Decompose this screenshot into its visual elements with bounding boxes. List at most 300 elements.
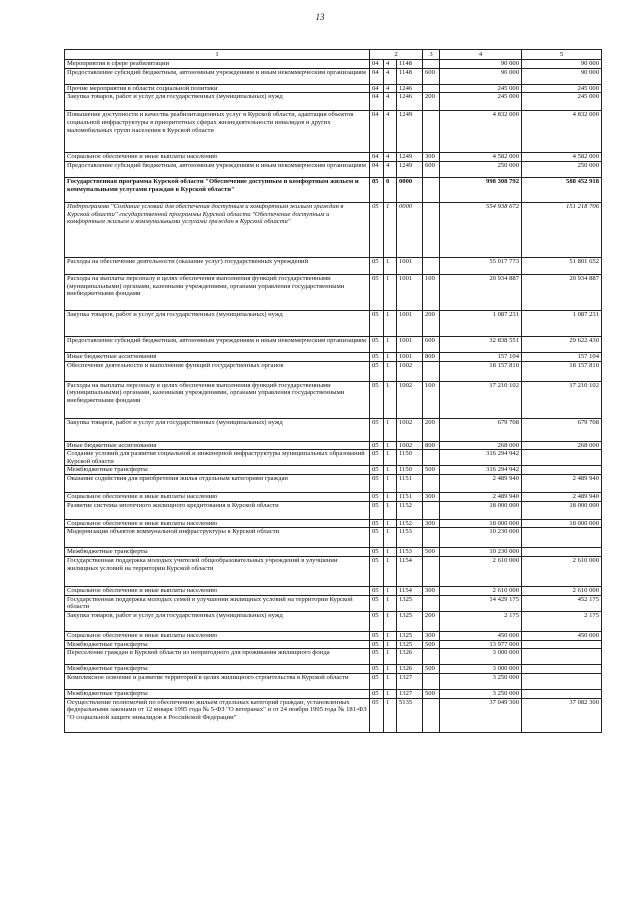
expense-type-cell: [423, 649, 440, 665]
subsection-code-cell: 1: [384, 466, 397, 475]
section-code-cell: 05: [370, 587, 384, 596]
amount-year1-cell: 13 977 000: [440, 640, 522, 649]
amount-year1-cell: 32 838 551: [440, 336, 522, 352]
amount-year1-cell: 90 000: [440, 60, 522, 69]
subsection-code-cell: 1: [384, 274, 397, 310]
subsection-code-cell: 4: [384, 60, 397, 69]
amount-year2-cell: 452 175: [522, 595, 602, 611]
amount-year2-cell: 2 610 000: [522, 557, 602, 587]
amount-year1-cell: 316 294 942: [440, 466, 522, 475]
amount-year2-cell: 29 622 430: [522, 336, 602, 352]
amount-year1-cell: 157 104: [440, 352, 522, 361]
expense-type-cell: 600: [423, 68, 440, 84]
article-code-cell: 1001: [397, 336, 423, 352]
description-cell: Комплексное освоение и развитие территорий в целях жилищного строительства в Курской области: [65, 673, 370, 689]
description-cell: Межбюджетные трансферты: [65, 548, 370, 557]
amount-year2-cell: [522, 548, 602, 557]
amount-year1-cell: 245 000: [440, 84, 522, 93]
table-row: [65, 441, 602, 450]
expense-type-cell: [423, 202, 440, 257]
section-code-cell: 05: [370, 649, 384, 665]
amount-year2-cell: 2 489 940: [522, 493, 602, 502]
section-code-cell: 04: [370, 153, 384, 162]
subsection-code-cell: 4: [384, 84, 397, 93]
section-code-cell: 05: [370, 689, 384, 698]
subsection-code-cell: 1: [384, 493, 397, 502]
description-cell: Межбюджетные трансферты: [65, 689, 370, 698]
expense-type-cell: 300: [423, 493, 440, 502]
table-row: [65, 673, 602, 689]
section-code-cell: 04: [370, 84, 384, 93]
amount-year1-cell: 679 708: [440, 418, 522, 441]
amount-year2-cell: [522, 466, 602, 475]
subsection-code-cell: 1: [384, 441, 397, 450]
amount-year1-cell: 554 938 672: [440, 202, 522, 257]
section-code-cell: 05: [370, 466, 384, 475]
table-row: [65, 519, 602, 528]
table-row: [65, 111, 602, 153]
amount-year1-cell: 55 017 773: [440, 257, 522, 274]
article-code-cell: 1326: [397, 649, 423, 665]
section-code-cell: 05: [370, 450, 384, 466]
expense-type-cell: [423, 84, 440, 93]
article-code-cell: 1326: [397, 665, 423, 674]
section-code-cell: 05: [370, 519, 384, 528]
article-code-cell: 1153: [397, 548, 423, 557]
amount-year1-cell: 4 582 000: [440, 153, 522, 162]
article-code-cell: 1325: [397, 631, 423, 640]
article-code-cell: 1150: [397, 450, 423, 466]
subsection-code-cell: 1: [384, 381, 397, 418]
amount-year2-cell: 679 708: [522, 418, 602, 441]
section-code-cell: 05: [370, 475, 384, 493]
section-code-cell: 04: [370, 68, 384, 84]
expense-type-cell: 300: [423, 519, 440, 528]
table-row: [65, 310, 602, 336]
subsection-code-cell: 4: [384, 153, 397, 162]
description-cell: Осуществление полномочий по обеспечению жильем отдельных категорий граждан, установленных федеральными законами от 12 января 1995 года № 5-ФЗ "О ветеранах" и от 24 ноября 1995 года № 181-ФЗ "О социальной защите инвалидов в Российской Федерации": [65, 698, 370, 732]
description-cell: Закупка товаров, работ и услуг для государственных (муниципальных) нужд: [65, 418, 370, 441]
expense-type-cell: [423, 361, 440, 381]
section-code-cell: 05: [370, 177, 384, 202]
subsection-code-cell: 1: [384, 418, 397, 441]
table-row: [65, 336, 602, 352]
amount-year1-cell: 450 000: [440, 631, 522, 640]
subsection-code-cell: 4: [384, 161, 397, 177]
section-code-cell: 05: [370, 493, 384, 502]
amount-year1-cell: 250 000: [440, 161, 522, 177]
table-row: [65, 649, 602, 665]
expense-type-cell: 500: [423, 689, 440, 698]
description-cell: Оказание содействия для приобретения жилья отдельным категориям граждан: [65, 475, 370, 493]
expense-type-cell: [423, 177, 440, 202]
description-cell: Повышение доступности и качества реабилитационных услуг в Курской области, адаптация объектов социальной инфраструктуры в приоритетных сферах жизнедеятельности инвалидов и других маломобильных групп населения в Курской области: [65, 111, 370, 153]
description-cell: Закупка товаров, работ и услуг для государственных (муниципальных) нужд: [65, 310, 370, 336]
subsection-code-cell: 1: [384, 528, 397, 548]
header-row: [65, 50, 602, 60]
amount-year1-cell: 2 175: [440, 611, 522, 631]
section-code-cell: 05: [370, 310, 384, 336]
section-code-cell: 05: [370, 665, 384, 674]
amount-year1-cell: 3 000 000: [440, 649, 522, 665]
page-number: 13: [315, 12, 325, 22]
table-row: [65, 450, 602, 466]
header-cell: 3: [423, 50, 440, 60]
description-cell: Закупка товаров, работ и услуг для государственных (муниципальных) нужд: [65, 611, 370, 631]
article-code-cell: 1148: [397, 60, 423, 69]
section-code-cell: 05: [370, 548, 384, 557]
amount-year1-cell: 18 000 000: [440, 501, 522, 519]
article-code-cell: 0000: [397, 177, 423, 202]
expense-type-cell: 100: [423, 381, 440, 418]
expense-type-cell: [423, 528, 440, 548]
amount-year2-cell: [522, 689, 602, 698]
table-row: [65, 352, 602, 361]
section-code-cell: 05: [370, 501, 384, 519]
description-cell: Предоставление субсидий бюджетным, автономным учреждениям и иным некоммерческим организациям: [65, 336, 370, 352]
expense-type-cell: [423, 257, 440, 274]
article-code-cell: 1001: [397, 310, 423, 336]
expense-type-cell: [423, 557, 440, 587]
article-code-cell: 1151: [397, 493, 423, 502]
section-code-cell: 05: [370, 274, 384, 310]
description-cell: Государственная поддержка молодых семей в улучшении жилищных условий на территории Курской области: [65, 595, 370, 611]
header-cell: 5: [522, 50, 602, 60]
amount-year1-cell: 4 832 000: [440, 111, 522, 153]
article-code-cell: 1327: [397, 689, 423, 698]
expense-type-cell: 500: [423, 466, 440, 475]
article-code-cell: 1249: [397, 153, 423, 162]
subsection-code-cell: 1: [384, 649, 397, 665]
table-row: [65, 587, 602, 596]
article-code-cell: 0000: [397, 202, 423, 257]
table-row: [65, 68, 602, 84]
section-code-cell: 04: [370, 93, 384, 111]
section-code-cell: 04: [370, 111, 384, 153]
subsection-code-cell: 1: [384, 631, 397, 640]
description-cell: Социальное обеспечение и иные выплаты населению: [65, 631, 370, 640]
description-cell: Социальное обеспечение и иные выплаты населению: [65, 519, 370, 528]
amount-year2-cell: 18 000 000: [522, 501, 602, 519]
amount-year1-cell: 18 000 000: [440, 519, 522, 528]
subsection-code-cell: 1: [384, 698, 397, 732]
subsection-code-cell: 1: [384, 501, 397, 519]
article-code-cell: 1151: [397, 475, 423, 493]
expense-type-cell: 200: [423, 611, 440, 631]
amount-year1-cell: 2 489 940: [440, 475, 522, 493]
subsection-code-cell: 1: [384, 450, 397, 466]
header-cell: 2: [370, 50, 423, 60]
table-row: [65, 631, 602, 640]
amount-year2-cell: 1 087 231: [522, 310, 602, 336]
expense-type-cell: [423, 501, 440, 519]
amount-year1-cell: 316 294 942: [440, 450, 522, 466]
section-code-cell: 05: [370, 673, 384, 689]
description-cell: Подпрограмма "Создание условий для обеспечения доступным и комфортным жильем граждан в Курской области" государственной программы Курской области "Обеспечение доступным и комфортным жильем и коммунальными услугами граждан в Курской области": [65, 202, 370, 257]
description-cell: Государственная поддержка молодых учителей общеобразовательных учреждений в улучшении жилищных условий на территории Курской области: [65, 557, 370, 587]
table-row: [65, 466, 602, 475]
expense-type-cell: [423, 60, 440, 69]
subsection-code-cell: 1: [384, 673, 397, 689]
table-row: [65, 361, 602, 381]
section-code-cell: 05: [370, 611, 384, 631]
amount-year1-cell: 998 308 792: [440, 177, 522, 202]
amount-year2-cell: 90 000: [522, 68, 602, 84]
expense-type-cell: [423, 595, 440, 611]
section-code-cell: 05: [370, 361, 384, 381]
description-cell: Создание условий для развития социальной и инженерной инфраструктуры муниципальных образований Курской области: [65, 450, 370, 466]
amount-year1-cell: 20 934 887: [440, 274, 522, 310]
amount-year2-cell: 245 000: [522, 93, 602, 111]
description-cell: Модернизация объектов коммунальной инфраструктуры в Курской области: [65, 528, 370, 548]
article-code-cell: 1002: [397, 441, 423, 450]
table-row: [65, 381, 602, 418]
article-code-cell: 1154: [397, 587, 423, 596]
table-row: [65, 274, 602, 310]
subsection-code-cell: 1: [384, 352, 397, 361]
section-code-cell: 05: [370, 631, 384, 640]
amount-year2-cell: 245 000: [522, 84, 602, 93]
description-cell: Предоставление субсидий бюджетным, автономным учреждениям и иным некоммерческим организациям: [65, 161, 370, 177]
article-code-cell: 1001: [397, 352, 423, 361]
subsection-code-cell: 4: [384, 93, 397, 111]
description-cell: Предоставление субсидий бюджетным, автономным учреждениям и иным некоммерческим организациям: [65, 68, 370, 84]
expense-type-cell: 800: [423, 441, 440, 450]
article-code-cell: 1154: [397, 557, 423, 587]
subsection-code-cell: 1: [384, 336, 397, 352]
amount-year2-cell: [522, 665, 602, 674]
table-row: [65, 153, 602, 162]
expense-type-cell: [423, 475, 440, 493]
section-code-cell: 05: [370, 418, 384, 441]
table-row: [65, 640, 602, 649]
section-code-cell: 05: [370, 640, 384, 649]
amount-year2-cell: [522, 528, 602, 548]
article-code-cell: 1246: [397, 93, 423, 111]
description-cell: Мероприятия в сфере реабилитации: [65, 60, 370, 69]
section-code-cell: 05: [370, 698, 384, 732]
subsection-code-cell: 1: [384, 361, 397, 381]
expense-type-cell: 500: [423, 640, 440, 649]
expense-type-cell: 500: [423, 665, 440, 674]
amount-year1-cell: 2 489 940: [440, 493, 522, 502]
amount-year2-cell: 2 489 940: [522, 475, 602, 493]
subsection-code-cell: 1: [384, 548, 397, 557]
subsection-code-cell: 0: [384, 177, 397, 202]
amount-year1-cell: 2 610 000: [440, 557, 522, 587]
expense-type-cell: 300: [423, 153, 440, 162]
amount-year2-cell: 268 000: [522, 441, 602, 450]
subsection-code-cell: 1: [384, 202, 397, 257]
amount-year1-cell: 3 250 000: [440, 689, 522, 698]
description-cell: Развитие системы ипотечного жилищного кредитования в Курской области: [65, 501, 370, 519]
amount-year1-cell: 96 000: [440, 68, 522, 84]
description-cell: Закупка товаров, работ и услуг для государственных (муниципальных) нужд: [65, 93, 370, 111]
table-row: [65, 665, 602, 674]
amount-year1-cell: 10 230 000: [440, 528, 522, 548]
expense-type-cell: [423, 111, 440, 153]
description-cell: Переселение граждан в Курской области из непригодного для проживания жилищного фонда: [65, 649, 370, 665]
amount-year2-cell: 4 582 000: [522, 153, 602, 162]
article-code-cell: 1002: [397, 361, 423, 381]
subsection-code-cell: 1: [384, 665, 397, 674]
amount-year2-cell: 51 801 652: [522, 257, 602, 274]
table-row: [65, 202, 602, 257]
budget-table: [64, 49, 602, 733]
amount-year1-cell: 3 250 000: [440, 673, 522, 689]
subsection-code-cell: 1: [384, 257, 397, 274]
expense-type-cell: [423, 673, 440, 689]
subsection-code-cell: 1: [384, 611, 397, 631]
article-code-cell: 1325: [397, 595, 423, 611]
amount-year2-cell: 37 082 300: [522, 698, 602, 732]
amount-year2-cell: [522, 450, 602, 466]
expense-type-cell: 800: [423, 352, 440, 361]
table-row: [65, 257, 602, 274]
expense-type-cell: 600: [423, 161, 440, 177]
amount-year1-cell: 18 157 810: [440, 361, 522, 381]
amount-year2-cell: 250 000: [522, 161, 602, 177]
description-cell: Прочие мероприятия в области социальной политики: [65, 84, 370, 93]
amount-year2-cell: 2 610 000: [522, 587, 602, 596]
amount-year2-cell: 588 452 918: [522, 177, 602, 202]
article-code-cell: 1249: [397, 111, 423, 153]
article-code-cell: 1152: [397, 519, 423, 528]
section-code-cell: 05: [370, 557, 384, 587]
table-row: [65, 595, 602, 611]
table-row: [65, 548, 602, 557]
amount-year2-cell: 157 104: [522, 352, 602, 361]
expense-type-cell: 500: [423, 548, 440, 557]
article-code-cell: 1246: [397, 84, 423, 93]
article-code-cell: 1002: [397, 418, 423, 441]
section-code-cell: 05: [370, 381, 384, 418]
amount-year2-cell: 90 000: [522, 60, 602, 69]
table-row: [65, 177, 602, 202]
description-cell: Расходы на выплаты персоналу в целях обеспечения выполнения функций государственными (муниципальными) органами, казенными учреждениями, органами управления государственными внебюджетными фондами: [65, 381, 370, 418]
subsection-code-cell: 1: [384, 587, 397, 596]
table-row: [65, 698, 602, 732]
article-code-cell: 1150: [397, 466, 423, 475]
description-cell: Расходы на обеспечение деятельности (оказание услуг) государственных учреждений: [65, 257, 370, 274]
table-row: [65, 60, 602, 69]
amount-year1-cell: 37 049 300: [440, 698, 522, 732]
amount-year2-cell: 4 832 000: [522, 111, 602, 153]
expense-type-cell: 200: [423, 93, 440, 111]
amount-year1-cell: 3 000 000: [440, 665, 522, 674]
expense-type-cell: 300: [423, 631, 440, 640]
section-code-cell: 05: [370, 257, 384, 274]
header-cell: 1: [65, 50, 370, 60]
article-code-cell: 1152: [397, 501, 423, 519]
amount-year2-cell: 18 157 810: [522, 361, 602, 381]
table-row: [65, 528, 602, 548]
article-code-cell: 1327: [397, 673, 423, 689]
table-row: [65, 161, 602, 177]
subsection-code-cell: 4: [384, 68, 397, 84]
section-code-cell: 05: [370, 202, 384, 257]
description-cell: Расходы на выплаты персоналу в целях обеспечения выполнения функций государственными (муниципальными) органами, казенными учреждениями, органами управления государственными внебюджетными фондами: [65, 274, 370, 310]
subsection-code-cell: 1: [384, 689, 397, 698]
amount-year2-cell: 450 000: [522, 631, 602, 640]
subsection-code-cell: 1: [384, 310, 397, 336]
amount-year1-cell: 10 230 000: [440, 548, 522, 557]
table-row: [65, 611, 602, 631]
amount-year1-cell: 17 210 102: [440, 381, 522, 418]
expense-type-cell: 200: [423, 418, 440, 441]
article-code-cell: 1001: [397, 274, 423, 310]
amount-year1-cell: 2 610 000: [440, 587, 522, 596]
section-code-cell: 05: [370, 528, 384, 548]
table-row: [65, 418, 602, 441]
amount-year1-cell: 1 087 231: [440, 310, 522, 336]
description-cell: Межбюджетные трансферты: [65, 665, 370, 674]
article-code-cell: 1148: [397, 68, 423, 84]
amount-year2-cell: 20 934 887: [522, 274, 602, 310]
section-code-cell: 05: [370, 352, 384, 361]
description-cell: Государственная программа Курской области "Обеспечение доступным и комфортным жильем и коммунальными услугами граждан в Курской области": [65, 177, 370, 202]
description-cell: Межбюджетные трансферты: [65, 466, 370, 475]
section-code-cell: 05: [370, 441, 384, 450]
subsection-code-cell: 1: [384, 475, 397, 493]
amount-year1-cell: 245 000: [440, 93, 522, 111]
expense-type-cell: [423, 450, 440, 466]
section-code-cell: 05: [370, 595, 384, 611]
section-code-cell: 04: [370, 161, 384, 177]
section-code-cell: 05: [370, 336, 384, 352]
subsection-code-cell: 1: [384, 519, 397, 528]
amount-year2-cell: [522, 640, 602, 649]
description-cell: Социальное обеспечение и иные выплаты населению: [65, 153, 370, 162]
description-cell: Социальное обеспечение и иные выплаты населению: [65, 587, 370, 596]
expense-type-cell: 100: [423, 274, 440, 310]
expense-type-cell: 200: [423, 310, 440, 336]
description-cell: Иные бюджетные ассигнования: [65, 441, 370, 450]
subsection-code-cell: 4: [384, 111, 397, 153]
section-code-cell: 04: [370, 60, 384, 69]
table-row: [65, 501, 602, 519]
article-code-cell: 1001: [397, 257, 423, 274]
header-cell: 4: [440, 50, 522, 60]
expense-type-cell: 300: [423, 587, 440, 596]
amount-year2-cell: [522, 649, 602, 665]
article-code-cell: 1325: [397, 640, 423, 649]
description-cell: Иные бюджетные ассигнования: [65, 352, 370, 361]
table-row: [65, 93, 602, 111]
subsection-code-cell: 1: [384, 640, 397, 649]
amount-year1-cell: 14 429 175: [440, 595, 522, 611]
subsection-code-cell: 1: [384, 595, 397, 611]
table-row: [65, 557, 602, 587]
expense-type-cell: 600: [423, 336, 440, 352]
article-code-cell: 1153: [397, 528, 423, 548]
expense-type-cell: [423, 698, 440, 732]
amount-year2-cell: [522, 673, 602, 689]
table-row: [65, 84, 602, 93]
article-code-cell: 1002: [397, 381, 423, 418]
subsection-code-cell: 1: [384, 557, 397, 587]
article-code-cell: 1249: [397, 161, 423, 177]
table-row: [65, 475, 602, 493]
amount-year1-cell: 268 000: [440, 441, 522, 450]
amount-year2-cell: 18 000 000: [522, 519, 602, 528]
amount-year2-cell: 2 175: [522, 611, 602, 631]
description-cell: Межбюджетные трансферты: [65, 640, 370, 649]
article-code-cell: 5135: [397, 698, 423, 732]
description-cell: Обеспечение деятельности и выполнение функций государственных органов: [65, 361, 370, 381]
article-code-cell: 1325: [397, 611, 423, 631]
amount-year2-cell: 17 210 102: [522, 381, 602, 418]
